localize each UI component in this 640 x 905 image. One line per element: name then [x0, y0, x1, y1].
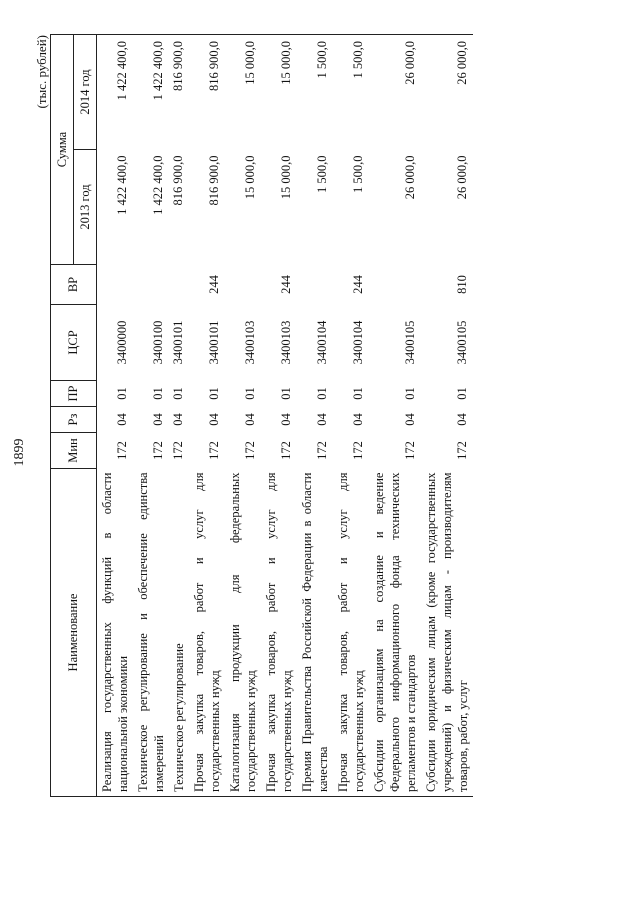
row-vr [225, 265, 261, 305]
row-name: Субсидии юридическим лицам (кроме государственных учреждений) и физическим лицам - производителям товаров, работ, услуг [421, 469, 473, 797]
row-rz: 04 [455, 413, 469, 426]
row-pr: 01 [315, 387, 329, 400]
row-csr: 3400101 [207, 320, 221, 365]
table-body [97, 35, 474, 797]
row-pr: 01 [115, 387, 129, 400]
table-row [297, 35, 333, 797]
row-pr: 01 [455, 387, 469, 400]
row-amount-2013: 816 900,0 [171, 155, 185, 206]
header-vr: ВР [51, 265, 97, 305]
row-min: 172 [243, 441, 257, 460]
row-rz: 04 [207, 413, 221, 426]
row-rz: 04 [243, 413, 257, 426]
row-name: Прочая закупка товаров, работ и услуг для государственных нужд [189, 469, 225, 797]
row-rz: 04 [151, 413, 165, 426]
row-vr [97, 265, 134, 305]
table-row [189, 35, 225, 797]
row-min: 172 [115, 441, 129, 460]
table-row [133, 35, 169, 797]
table-row [421, 35, 473, 797]
header-csr: ЦСР [51, 305, 97, 381]
header-rz: Рз [51, 407, 97, 433]
row-amount-2013: 1 422 400,0 [115, 155, 129, 215]
row-name: Премия Правительства Российской Федерации в области качества [297, 469, 333, 797]
row-name: Техническое регулирование и обеспечение единства измерений [133, 469, 169, 797]
row-vr [369, 265, 421, 305]
row-csr: 3400000 [115, 320, 129, 365]
row-amount-2014: 816 900,0 [189, 35, 225, 150]
table-row [225, 35, 261, 797]
row-vr [133, 265, 169, 305]
header-sum: Сумма [51, 35, 74, 265]
row-rz: 04 [351, 413, 365, 426]
row-min: 172 [171, 441, 185, 460]
row-vr: 810 [455, 275, 469, 294]
row-csr: 3400104 [351, 320, 365, 365]
units-label: (тыс. рублей) [34, 35, 49, 109]
row-name: Реализация государственных функций в области национальной экономики [97, 469, 134, 797]
row-amount-2013: 15 000,0 [279, 155, 293, 200]
row-csr: 3400101 [171, 320, 185, 365]
row-amount-2014: 26 000,0 [369, 35, 421, 150]
row-name: Техническое регулирование [169, 469, 189, 797]
row-vr: 244 [351, 275, 365, 294]
row-csr: 3400100 [151, 320, 165, 365]
row-csr: 3400104 [315, 320, 329, 365]
row-pr: 01 [351, 387, 365, 400]
header-2014: 2014 год [74, 35, 97, 150]
row-amount-2014: 15 000,0 [261, 35, 297, 150]
table-row [333, 35, 369, 797]
row-vr [169, 265, 189, 305]
page-number: 1899 [12, 438, 27, 467]
header-min: Мин [51, 433, 97, 469]
row-pr: 01 [279, 387, 293, 400]
header-name: Наименование [51, 469, 97, 797]
row-amount-2013: 1 500,0 [315, 155, 329, 193]
row-amount-2013: 816 900,0 [207, 155, 221, 206]
row-csr: 3400103 [243, 320, 257, 365]
row-min: 172 [207, 441, 221, 460]
table-row [97, 35, 134, 797]
row-name: Каталогизация продукции для федеральных государственных нужд [225, 469, 261, 797]
row-pr: 01 [171, 387, 185, 400]
row-min: 172 [279, 441, 293, 460]
header-2013: 2013 год [74, 150, 97, 265]
row-min: 172 [351, 441, 365, 460]
table-row [169, 35, 189, 797]
row-min: 172 [403, 441, 417, 460]
row-rz: 04 [171, 413, 185, 426]
row-name: Прочая закупка товаров, работ и услуг для государственных нужд [261, 469, 297, 797]
row-amount-2014: 1 500,0 [297, 35, 333, 150]
row-amount-2014: 1 422 400,0 [133, 35, 169, 150]
row-vr: 244 [207, 275, 221, 294]
row-csr: 3400103 [279, 320, 293, 365]
row-amount-2014: 816 900,0 [169, 35, 189, 150]
row-amount-2013: 26 000,0 [455, 155, 469, 200]
row-rz: 04 [403, 413, 417, 426]
row-name: Субсидии организациям на создание и ведение Федерального информационного фонда технических регламентов и стандартов [369, 469, 421, 797]
row-csr: 3400105 [455, 320, 469, 365]
row-amount-2013: 1 500,0 [351, 155, 365, 193]
row-rz: 04 [315, 413, 329, 426]
row-amount-2013: 15 000,0 [243, 155, 257, 200]
row-amount-2014: 1 500,0 [333, 35, 369, 150]
row-csr: 3400105 [403, 320, 417, 365]
row-pr: 01 [403, 387, 417, 400]
row-pr: 01 [207, 387, 221, 400]
row-rz: 04 [115, 413, 129, 426]
row-vr: 244 [279, 275, 293, 294]
row-amount-2014: 26 000,0 [421, 35, 473, 150]
row-amount-2014: 15 000,0 [225, 35, 261, 150]
table-row [261, 35, 297, 797]
row-rz: 04 [279, 413, 293, 426]
row-name: Прочая закупка товаров, работ и услуг для государственных нужд [333, 469, 369, 797]
row-min: 172 [315, 441, 329, 460]
row-min: 172 [151, 441, 165, 460]
budget-table [50, 34, 473, 797]
row-pr: 01 [243, 387, 257, 400]
row-vr [297, 265, 333, 305]
table-row [369, 35, 421, 797]
row-min: 172 [455, 441, 469, 460]
row-amount-2013: 1 422 400,0 [151, 155, 165, 215]
row-pr: 01 [151, 387, 165, 400]
row-amount-2014: 1 422 400,0 [97, 35, 134, 150]
row-amount-2013: 26 000,0 [403, 155, 417, 200]
header-pr: ПР [51, 381, 97, 407]
